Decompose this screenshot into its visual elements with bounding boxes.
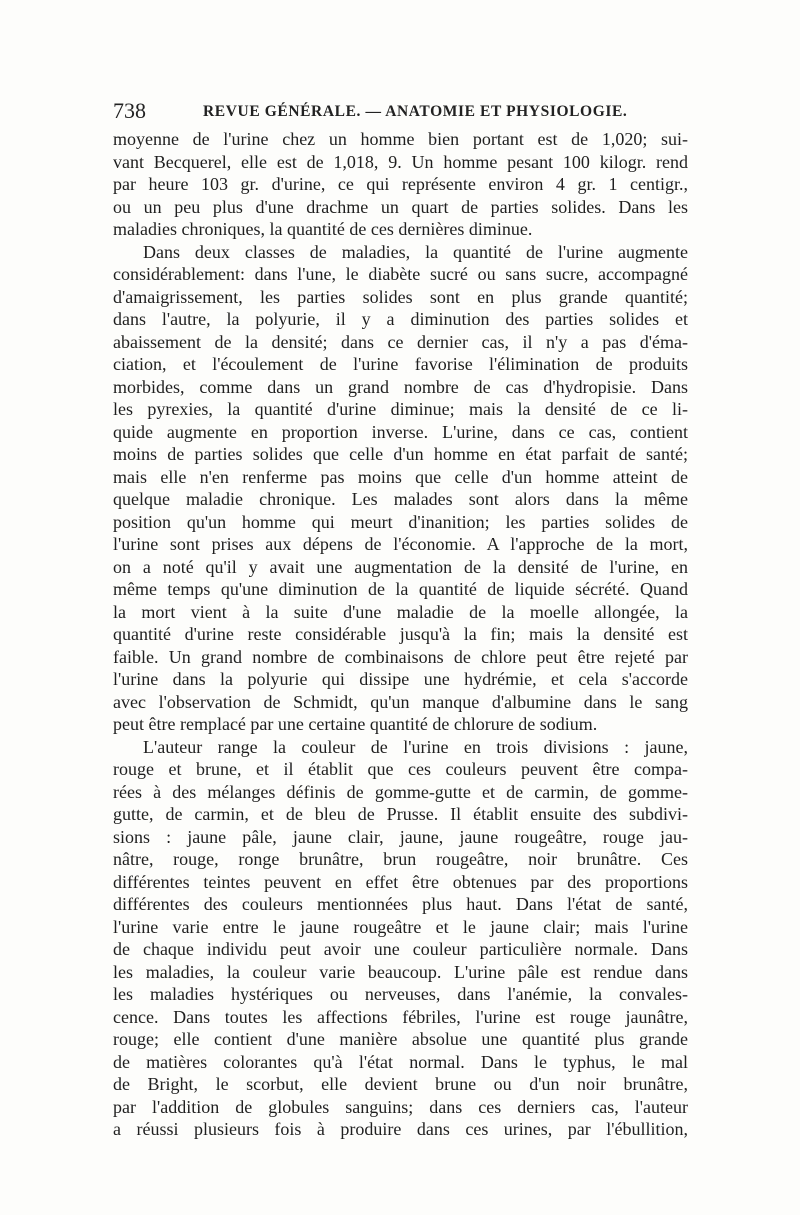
running-title: REVUE GÉNÉRALE. — ANATOMIE ET PHYSIOLOGIE. bbox=[203, 103, 628, 120]
text-line: de Bright, le scorbut, elle devient brune ou d'un noir brunâtre, bbox=[113, 1074, 688, 1094]
text-line: d'amaigrissement, les parties solides sont en plus grande quantité; bbox=[113, 286, 688, 307]
text-line: a réussi plusieurs fois à produire dans ces urines, par l'ébullition, bbox=[113, 1119, 688, 1139]
text-line: l'urine dans la polyurie qui dissipe une hydrémie, et cela s'accorde bbox=[113, 669, 688, 689]
text-line: ciation, et l'écoulement de l'urine favorise l'élimination de produits bbox=[113, 354, 688, 374]
text-line: les maladies hystériques ou nerveuses, dans l'anémie, la convales- bbox=[113, 984, 688, 1004]
text-line: L'auteur range la couleur de l'urine en trois divisions : jaune, bbox=[143, 736, 688, 757]
text-line: position qu'un homme qui meurt d'inanition; les parties solides de bbox=[113, 511, 688, 532]
page-number: 738 bbox=[113, 98, 146, 123]
text-line: peut être remplacé par une certaine quantité de chlorure de sodium. bbox=[113, 714, 598, 734]
text-line: ou un peu plus d'une drachme un quart de parties solides. Dans les bbox=[113, 196, 688, 217]
text-line: cence. Dans toutes les affections fébriles, l'urine est rouge jaunâtre, bbox=[113, 1006, 688, 1027]
text-line: sions : jaune pâle, jaune clair, jaune, jaune rougeâtre, rouge jau- bbox=[113, 826, 688, 847]
text-line: vant Becquerel, elle est de 1,018, 9. Un homme pesant 100 kilogr. rend bbox=[113, 151, 688, 172]
text-line: rées à des mélanges définis de gomme-gutte et de carmin, de gomme- bbox=[113, 781, 688, 802]
text-line: différentes teintes peuvent en effet être obtenues par des proportions bbox=[113, 871, 688, 892]
text-line: les maladies, la couleur varie beaucoup. L'urine pâle est rendue dans bbox=[113, 961, 688, 982]
text-line: par l'addition de globules sanguins; dans ces derniers cas, l'auteur bbox=[113, 1096, 688, 1117]
text-line: de chaque individu peut avoir une couleur particulière normale. Dans bbox=[113, 939, 688, 959]
text-line: morbides, comme dans un grand nombre de cas d'hydropisie. Dans bbox=[113, 376, 688, 397]
text-line: moyenne de l'urine chez un homme bien portant est de 1,020; sui- bbox=[113, 129, 688, 149]
text-line: on a noté qu'il y avait une augmentation de la densité de l'urine, en bbox=[113, 556, 688, 577]
text-line: rouge et brune, et il établit que ces couleurs peuvent être compa- bbox=[113, 759, 688, 779]
text-line: maladies chroniques, la quantité de ces dernières diminue. bbox=[113, 219, 533, 239]
text-line: considérablement: dans l'une, le diabète sucré ou sans sucre, accompagné bbox=[113, 264, 688, 284]
text-line: dans l'autre, la polyurie, il y a diminution des parties solides et bbox=[113, 309, 688, 329]
text-line: même temps qu'une diminution de la quantité de liquide sécrété. Quand bbox=[113, 579, 688, 599]
text-line: quelque maladie chronique. Les malades sont alors dans la même bbox=[113, 489, 688, 509]
text-line: moins de parties solides que celle d'un homme en état parfait de santé; bbox=[113, 444, 688, 464]
page-header bbox=[113, 96, 688, 126]
body-text bbox=[113, 128, 688, 1141]
text-line: de matières colorantes qu'à l'état normal. Dans le typhus, le mal bbox=[113, 1051, 688, 1072]
text-line: gutte, de carmin, et de bleu de Prusse. Il établit ensuite des subdivi- bbox=[113, 804, 688, 824]
text-line: Dans deux classes de maladies, la quantité de l'urine augmente bbox=[143, 241, 688, 262]
text-line: quantité d'urine reste considérable jusqu'à la fin; mais la densité est bbox=[113, 624, 688, 644]
text-line: avec l'observation de Schmidt, qu'un manque d'albumine dans le sang bbox=[113, 691, 688, 712]
text-line: la mort vient à la suite d'une maladie de la moelle allongée, la bbox=[113, 601, 688, 622]
text-line: rouge; elle contient d'une manière absolue une quantité plus grande bbox=[113, 1029, 688, 1049]
text-line: nâtre, rouge, ronge brunâtre, brun rougeâtre, noir brunâtre. Ces bbox=[113, 849, 688, 869]
text-line: faible. Un grand nombre de combinaisons de chlore peut être rejeté par bbox=[113, 646, 688, 667]
text-line: l'urine sont prises aux dépens de l'économie. A l'approche de la mort, bbox=[113, 534, 688, 554]
text-line: mais elle n'en renferme pas moins que celle d'un homme atteint de bbox=[113, 466, 688, 487]
text-line: par heure 103 gr. d'urine, ce qui représente environ 4 gr. 1 centigr., bbox=[113, 174, 688, 194]
text-line: abaissement de la densité; dans ce dernier cas, il n'y a pas d'éma- bbox=[113, 331, 688, 352]
text-line: l'urine varie entre le jaune rougeâtre et le jaune clair; mais l'urine bbox=[113, 916, 688, 937]
text-line: quide augmente en proportion inverse. L'urine, dans ce cas, contient bbox=[113, 421, 688, 442]
text-line: différentes des couleurs mentionnées plus haut. Dans l'état de santé, bbox=[113, 894, 688, 914]
text-line: les pyrexies, la quantité d'urine diminue; mais la densité de ce li- bbox=[113, 399, 688, 419]
